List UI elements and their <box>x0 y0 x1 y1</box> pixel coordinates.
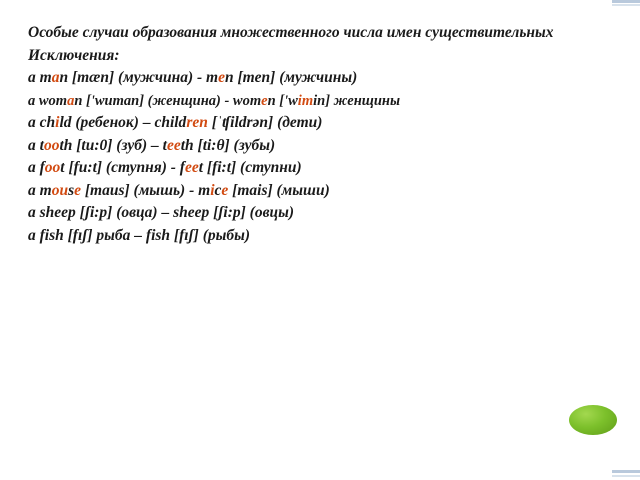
slide-subtitle: Исключения: <box>28 46 120 64</box>
top-right-rule-secondary <box>612 4 640 6</box>
exception-line <box>28 67 608 90</box>
word-text: th [tu:0] (зуб) – t <box>59 136 167 154</box>
word-text: t [fu:t] (ступня) - f <box>60 159 185 176</box>
highlighted-morpheme: m <box>301 92 314 109</box>
highlighted-morpheme: oo <box>43 136 60 154</box>
word-text: a m <box>28 69 52 86</box>
highlighted-morpheme: e <box>221 181 229 199</box>
word-text: ld (ребенок) – child <box>59 114 187 131</box>
highlighted-morpheme: e <box>218 69 225 86</box>
word-text: n ['w <box>267 92 298 109</box>
bottom-right-rule <box>612 470 640 473</box>
word-text: [mais] (мыши) <box>228 181 330 199</box>
slide-title: Особые случаи образования множественного числа имен существительных <box>28 24 554 41</box>
highlighted-morpheme: oo <box>44 159 61 176</box>
highlighted-morpheme: i <box>297 92 302 109</box>
highlighted-morpheme: ou <box>51 181 69 199</box>
word-text: a fish [fıʃ] рыба – fish [fıʃ] (рыбы) <box>28 226 251 244</box>
word-text: a sheep [ʃi:p] (овца) – sheep [ʃi:p] (овцы) <box>28 204 295 221</box>
decorative-green-ellipse <box>569 405 617 435</box>
exception-line <box>28 90 608 113</box>
highlighted-morpheme: ren <box>186 114 208 131</box>
bottom-right-rule-secondary <box>612 475 640 477</box>
highlighted-morpheme: i <box>210 181 215 199</box>
exception-line <box>28 225 608 248</box>
word-text: a m <box>28 181 52 199</box>
exception-line <box>28 112 608 135</box>
highlighted-morpheme: i <box>55 114 60 131</box>
word-text: [maus] (мышь) - m <box>81 181 211 199</box>
highlighted-morpheme: a <box>51 69 60 86</box>
word-text: a t <box>28 136 44 154</box>
word-text: a wom <box>28 92 68 109</box>
word-text: a f <box>28 159 45 176</box>
exception-line <box>28 157 608 180</box>
word-text: n [men] (мужчины) <box>224 69 358 86</box>
word-text: [ˈʧildrən] (дети) <box>207 114 323 131</box>
word-text: n ['wuman] (женщина) - wom <box>74 92 262 109</box>
highlighted-morpheme: e <box>261 92 268 109</box>
exception-line <box>28 202 608 225</box>
slide-body <box>28 22 608 247</box>
exception-line <box>28 180 608 203</box>
exception-list <box>28 67 608 247</box>
highlighted-morpheme: a <box>67 92 75 109</box>
highlighted-morpheme: ee <box>184 159 199 176</box>
word-text: c <box>214 181 222 199</box>
word-text: n [mæn] (мужчина) - m <box>59 69 219 86</box>
top-right-rule <box>612 0 640 3</box>
highlighted-morpheme: e <box>74 181 81 199</box>
word-text: th [ti:θ] (зубы) <box>180 136 276 154</box>
exception-line <box>28 135 608 158</box>
word-text: s <box>68 181 75 199</box>
word-text: a ch <box>28 114 56 131</box>
highlighted-morpheme: ee <box>166 136 181 154</box>
word-text: t [fi:t] (ступни) <box>198 159 302 176</box>
word-text: in] женщины <box>313 92 401 109</box>
